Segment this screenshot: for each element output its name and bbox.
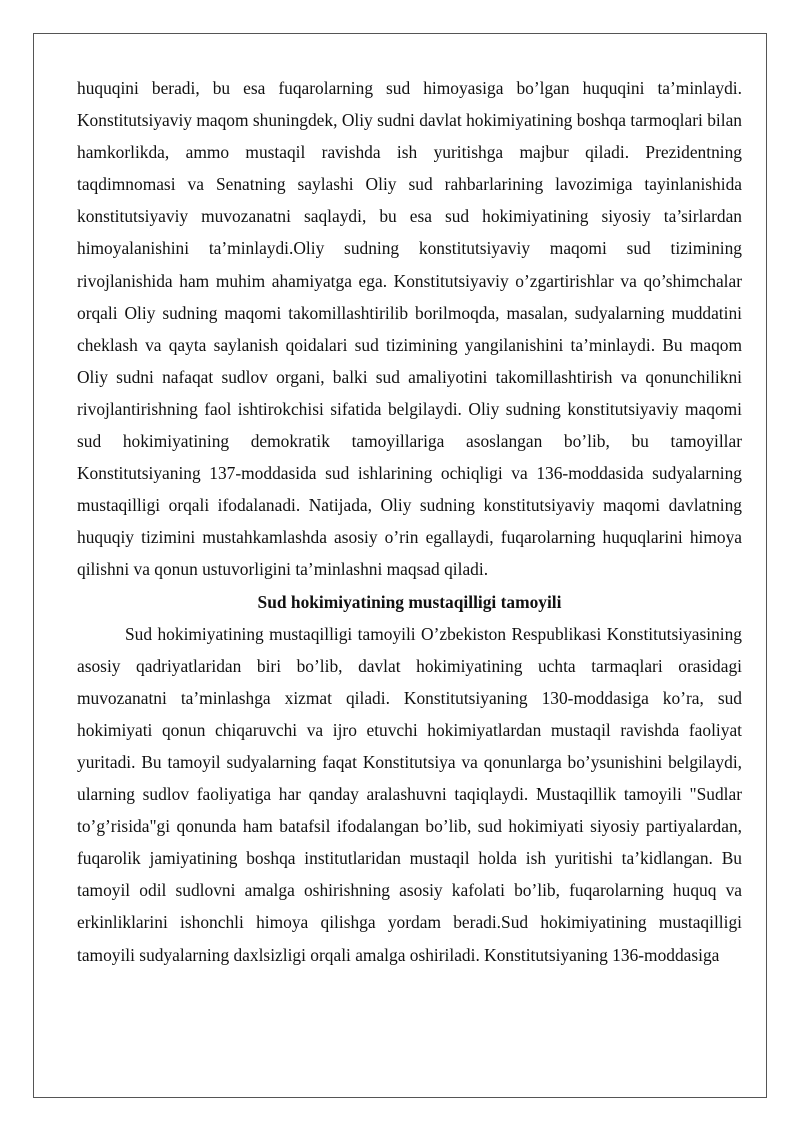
body-paragraph: Sud hokimiyatining mustaqilligi tamoyili O’zbekiston Respublikasi Konstitutsiyasining asosiy qadriyatlaridan biri bo’lib, davlat hokimiyatining uchta tarmaqlari orasidagi muvozanatni ta’minlashga xizmat qiladi. Konstitutsiyaning 130-moddasiga ko’ra, sud hokimiyati qonun chiqaruvchi va ijro etuvchi hokimiyatlardan mustaqil ravishda faoliyat yuritadi. Bu tamoyil sudyalarning faqat Konstitutsiya va qonunlarga bo’ysunishini belgilaydi, ularning sudlov faoliyatiga har qanday aralashuvni taqiqlaydi. Mustaqillik tamoyili "Sudlar to’g’risida"gi qonunda ham batafsil ifodalangan bo’lib, sud hokimiyati siyosiy partiyalardan, fuqarolik jamiyatining boshqa institutlaridan mustaqil holda ish yuritishi ta’kidlangan. Bu tamoyil odil sudlovni amalga oshirishning asosiy kafolati bo’lib, fuqarolarning huquq va erkinliklarini ishonchli himoya qilishga yordam beradi.Sud hokimiyatining mustaqilligi tamoyili sudyalarning daxlsizligi orqali amalga oshiriladi. Konstitutsiyaning 136-moddasiga	[77, 623, 742, 965]
body-paragraph: huquqini beradi, bu esa fuqarolarning sud himoyasiga bo’lgan huquqini ta’minlaydi. Konstitutsiyaviy maqom shuningdek, Oliy sudni davlat hokimiyatining boshqa tarmoqlari bilan hamkorlikda, ammo mustaqil ravishda ish yuritishga majbur qiladi. Prezidentning taqdimnomasi va Senatning saylashi Oliy sud rahbarlarining lavozimiga tayinlanishida konstitutsiyaviy muvozanatni saqlaydi, bu esa sud hokimiyatining siyosiy ta’sirlardan himoyalanishini ta’minlaydi.Oliy sudning konstitutsiyaviy maqomi sud tizimining rivojlanishida ham muhim ahamiyatga ega. Konstitutsiyaviy o’zgartirishlar va qo’shimchalar orqali Oliy sudning maqomi takomillashtirilib borilmoqda, masalan, sudyalarning muddatini cheklash va qayta saylanish qoidalari sud tizimining yangilanishini ta’minlaydi. Bu maqom Oliy sudni nafaqat sudlov organi, balki sud amaliyotini takomillashtirish va qonunchilikni rivojlantirishning faol ishtirokchisi sifatida belgilaydi. Oliy sudning konstitutsiyaviy maqomi sud hokimiyatining demokratik tamoyillariga asoslangan bo’lib, bu tamoyillar Konstitutsiyaning 137-moddasida sud ishlarining ochiqligi va 136-moddasida sudyalarning mustaqilligi orqali ifodalanadi. Natijada, Oliy sudning konstitutsiyaviy maqomi davlatning huquqiy tizimini mustahkamlashda asosiy o’rin egallaydi, fuqarolarning huquqlarini himoya qilishni va qonun ustuvorligini ta’minlashni maqsad qiladi.	[77, 78, 742, 580]
document-body	[77, 72, 742, 971]
section-heading: Sud hokimiyatining mustaqilligi tamoyili	[257, 591, 562, 612]
